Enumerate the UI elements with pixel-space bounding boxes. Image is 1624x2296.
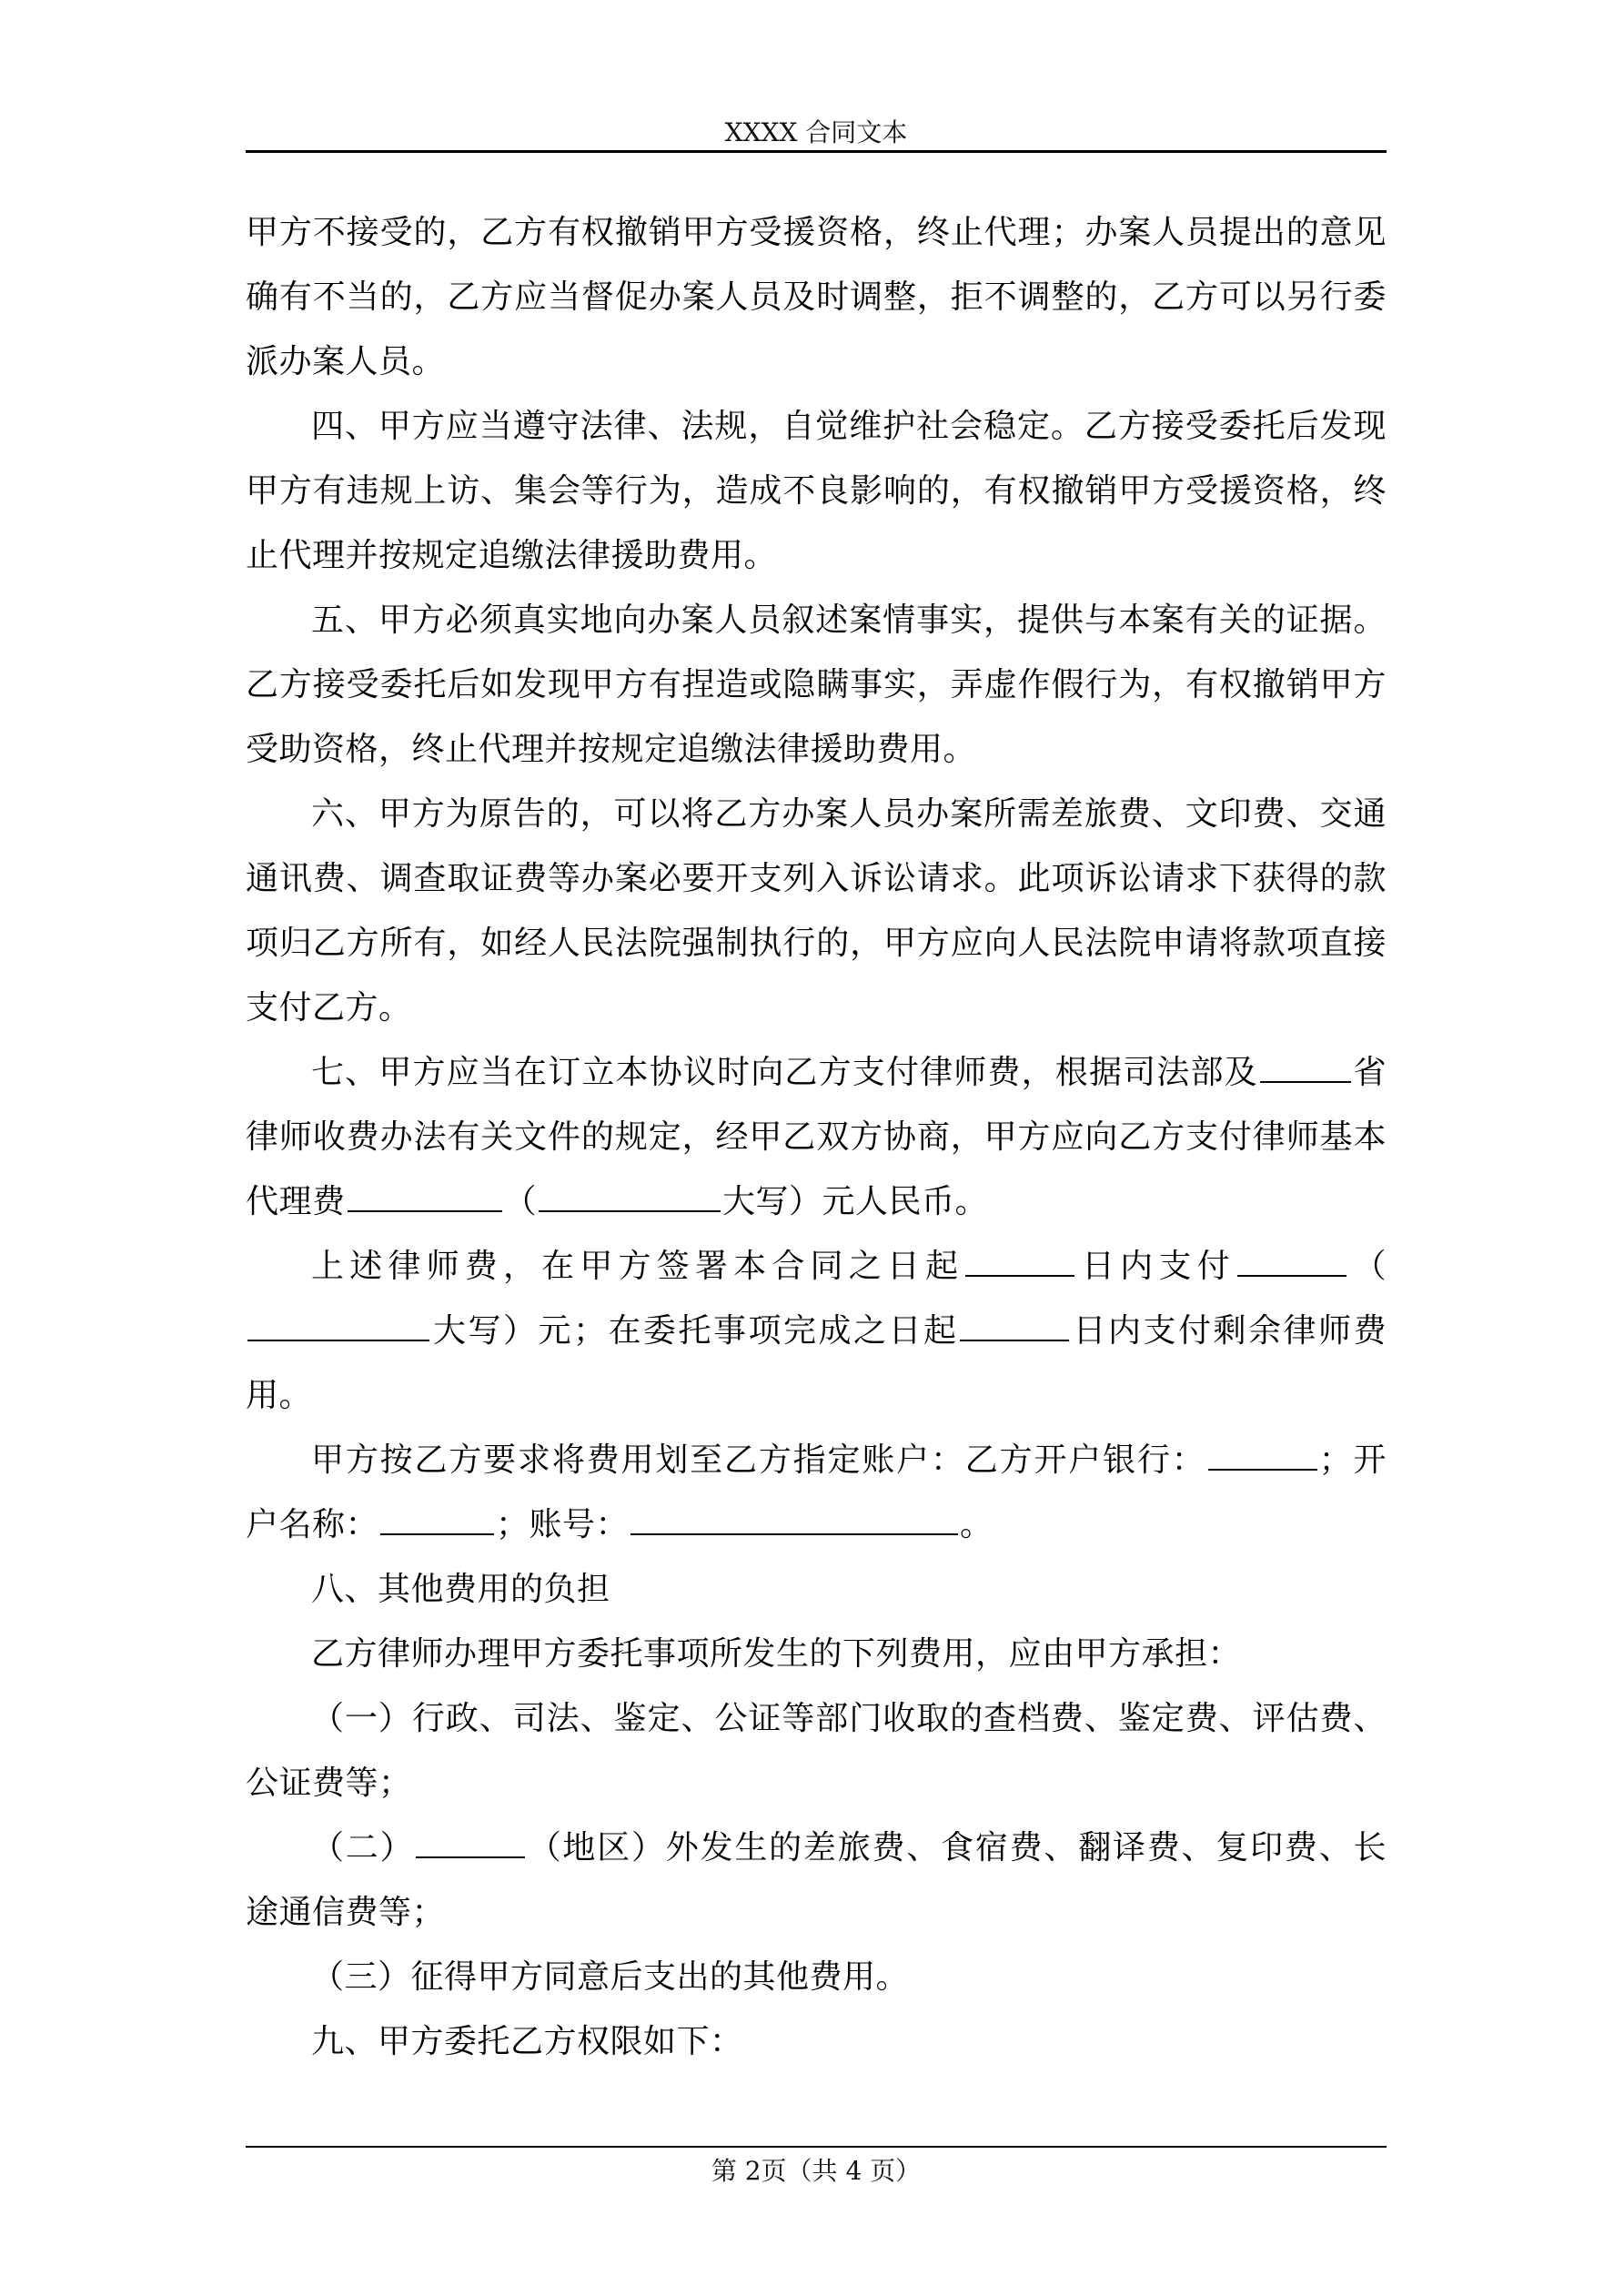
fee-payment-text-d: 大写）元；在委托事项完成之日起 [431, 1312, 959, 1350]
clause-7-text-a: 七、甲方应当在订立本协议时向乙方支付律师费，根据司法部及 [311, 1054, 1258, 1091]
bank-text-b: ；开户名称： [246, 1441, 1387, 1543]
page-number: 第 2页（共 4 页） [711, 2156, 922, 2186]
contract-body [246, 200, 1387, 2074]
fee-amount-blank [348, 1183, 502, 1212]
paragraph-clause-9-title: 九、甲方委托乙方权限如下： [311, 2023, 743, 2060]
page-header-title: XXXX 合同文本 [724, 117, 908, 147]
bank-text-a: 甲方按乙方要求将费用划至乙方指定账户：乙方开户银行： [311, 1441, 1206, 1479]
item-2-text-b: （地区）外发生的差旅费、食宿费、翻译费、复印费、长途通信费等； [246, 1829, 1387, 1931]
footer-divider [246, 2146, 1387, 2148]
paragraph-clause-8-item-1: （一）行政、司法、鉴定、公证等部门收取的查档费、鉴定费、评估费、公证费等； [246, 1700, 1387, 1802]
fee-payment-text-e: 日内支付剩余律师费用。 [246, 1312, 1387, 1414]
bank-text-d: 。 [960, 1506, 994, 1543]
clause-7-text-d: 大写）元人民币。 [722, 1183, 989, 1220]
paragraph-continuation: 甲方不接受的，乙方有权撤销甲方受援资格，终止代理；办案人员提出的意见确有不当的，乙方应当督促办案人员及时调整，拒不调整的，乙方可以另行委派办案人员。 [246, 214, 1387, 380]
paragraph-clause-5: 五、甲方必须真实地向办案人员叙述案情事实，提供与本案有关的证据。乙方接受委托后如发现甲方有捏造或隐瞒事实，弄虚作假行为，有权撤销甲方受助资格，终止代理并按规定追缴法律援助费用。 [246, 602, 1387, 768]
bank-text-c: ；账号： [496, 1506, 630, 1543]
paragraph-clause-8-title: 八、其他费用的负担 [311, 1571, 610, 1608]
paragraph-clause-6: 六、甲方为原告的，可以将乙方办案人员办案所需差旅费、文印费、交通通讯费、调查取证费等办案必要开支列入诉讼请求。此项诉讼请求下获得的款项归乙方所有，如经人民法院强制执行的，甲方应向人民法院申请将款项直接支付乙方。 [246, 795, 1387, 1027]
account-number-blank [630, 1506, 958, 1535]
clause-7-text-c: （ [503, 1183, 538, 1220]
paragraph-bank-account [246, 1428, 1387, 1557]
paragraph-clause-8-item-2 [246, 1816, 1387, 1945]
header-divider [246, 150, 1387, 153]
clause-7-text-b: 省律师收费办法有关文件的规定，经甲乙双方协商，甲方应向乙方支付律师基本代理费 [246, 1054, 1387, 1220]
paragraph-clause-7 [246, 1040, 1387, 1234]
paragraph-fee-payment [246, 1234, 1387, 1428]
payment-days-blank [965, 1248, 1074, 1277]
bank-name-blank [1208, 1441, 1317, 1471]
remaining-days-blank [960, 1312, 1069, 1341]
province-blank [1260, 1054, 1351, 1083]
account-name-blank [380, 1506, 494, 1535]
payment-amount-blank [1237, 1248, 1347, 1277]
paragraph-clause-8-item-3: （三）征得甲方同意后支出的其他费用。 [311, 1958, 910, 1996]
fee-payment-text-c: （ [1347, 1248, 1387, 1285]
payment-amount-uppercase-blank [247, 1312, 429, 1341]
region-blank [416, 1829, 525, 1858]
fee-payment-text-b: 日内支付 [1076, 1248, 1236, 1285]
fee-amount-uppercase-blank [539, 1183, 721, 1212]
fee-payment-text-a: 上述律师费，在甲方签署本合同之日起 [311, 1248, 964, 1285]
paragraph-clause-8-intro: 乙方律师办理甲方委托事项所发生的下列费用，应由甲方承担： [311, 1635, 1242, 1673]
item-2-text-a: （二） [311, 1829, 415, 1866]
paragraph-clause-4: 四、甲方应当遵守法律、法规，自觉维护社会稳定。乙方接受委托后发现甲方有违规上访、集会等行为，造成不良影响的，有权撤销甲方受援资格，终止代理并按规定追缴法律援助费用。 [246, 408, 1387, 574]
